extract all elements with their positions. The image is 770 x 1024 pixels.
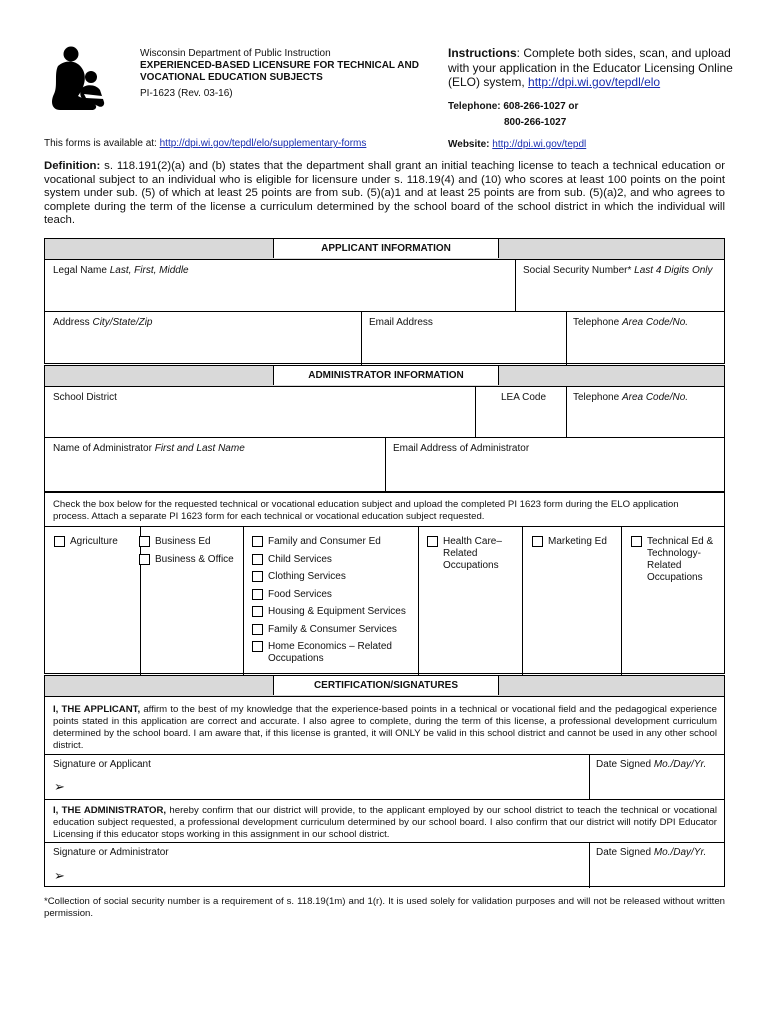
subject-instructions: Check the box below for the requested technical or vocational education subject and upload the completed PI 1623 form during the ELO application process. Attach a separate PI 1623 form for each technical or vocational education subject requested.	[53, 499, 679, 522]
business-ed-checkbox[interactable]	[139, 536, 150, 547]
marketing-ed-label: Marketing Ed	[548, 536, 607, 547]
subject-marketing-ed[interactable]	[532, 536, 607, 554]
applicant-signature-field[interactable]	[53, 759, 151, 771]
administrator-section	[44, 365, 725, 492]
child-services-checkbox[interactable]	[252, 554, 263, 565]
housing-equipment-label: Housing & Equipment Services	[268, 606, 406, 617]
tech-ed-label-4: Occupations	[647, 572, 703, 583]
food-services-label: Food Services	[268, 588, 332, 600]
agriculture-checkbox[interactable]	[54, 536, 65, 547]
applicant-phone-field[interactable]	[573, 317, 688, 329]
instructions-line1: : Complete both sides, scan, and upload	[516, 46, 731, 60]
elo-link[interactable]: http://dpi.wi.gov/tepdl/elo	[528, 75, 661, 89]
applicant-phone-hint: Area Code/No.	[621, 317, 689, 328]
family-consumer-services-label: Family & Consumer Services	[268, 623, 397, 635]
applicant-section	[44, 238, 725, 364]
ssn-hint: Last 4 Digits Only	[634, 265, 713, 276]
lea-code-label: LEA Code	[501, 392, 547, 403]
tech-ed-label-2: Technology-	[647, 548, 701, 559]
admin-name-hint: First and Last Name	[154, 443, 245, 454]
home-economics-label-2: Occupations	[268, 653, 324, 664]
subject-section	[44, 492, 725, 674]
applicant-section-title: APPLICANT INFORMATION	[273, 239, 499, 258]
food-services-checkbox[interactable]	[252, 589, 263, 600]
business-ed-label: Business Ed	[155, 536, 211, 547]
administrator-signature-label: Signature or Administrator	[53, 847, 169, 858]
administrator-date-field[interactable]	[596, 847, 706, 859]
subject-business-group	[139, 536, 234, 571]
instructions-line2: with your application in the Educator Licensing Online	[448, 60, 733, 75]
definition-text: s. 118.191(2)(a) and (b) states that the department shall grant an initial teaching license to teach a technical education or vocational subject to an individual who is eligible for licensure under s. 118.19(4) and (10) who scores at least 100 points on the point system under sub. (5) of which at least 25 points are from sub. (5)(a)1 and at least 25 points are from sub. (5)(a)2, and who agrees to complete during the term of the license a curriculum determined by the school board of the school district in which the individual will teach.	[44, 160, 725, 226]
administrator-affirmation-lead: I, THE ADMINISTRATOR,	[53, 805, 167, 816]
admin-phone-label: Telephone	[573, 392, 620, 403]
dpi-logo	[44, 44, 116, 116]
health-care-label-3: Occupations	[443, 560, 499, 571]
subject-family-consumer-ed[interactable]	[252, 536, 406, 548]
certification-section	[44, 675, 725, 887]
admin-email-label: Email Address of Administrator	[393, 443, 530, 454]
telephone-label: Telephone:	[448, 101, 501, 112]
applicant-affirmation-text: affirm to the best of my knowledge that the experience-based points in a technical or vocational field and the pedagogical experience points stated in this application are correct and accurate. I also agree to complete, during the term of this license, a professional development curriculum determined by the school board. I am aware that, if this license is granted, it will ONLY be valid in this school district and cannot be used in any other school district.	[53, 704, 717, 751]
subject-food-services[interactable]	[252, 589, 406, 601]
applicant-signature-label: Signature or Applicant	[53, 759, 151, 770]
admin-name-field[interactable]	[53, 443, 245, 455]
applicant-date-field[interactable]	[596, 759, 706, 771]
school-district-label: School District	[53, 392, 117, 403]
ssn-footnote: *Collection of social security number is a requirement of s. 118.19(1m) and 1(r). It is used solely for validation purposes and will not be released without written permission.	[44, 896, 725, 919]
email-label: Email Address	[369, 317, 433, 328]
admin-name-label: Name of Administrator	[53, 443, 152, 454]
arrow-bullet-icon: ➢	[54, 779, 65, 794]
availability-prefix: This forms is available at:	[44, 138, 160, 149]
subject-health-care[interactable]	[427, 536, 502, 578]
school-district-field[interactable]	[53, 392, 117, 404]
address-hint: City/State/Zip	[92, 317, 153, 328]
ssn-label: Social Security Number*	[523, 265, 632, 276]
administrator-date-label: Date Signed	[596, 847, 652, 858]
legal-name-hint: Last, First, Middle	[109, 265, 189, 276]
business-office-label: Business & Office	[155, 553, 234, 565]
tech-ed-label-3: Related	[647, 560, 682, 571]
lea-code-field[interactable]	[501, 392, 546, 404]
email-field[interactable]	[369, 317, 433, 329]
applicant-date-label: Date Signed	[596, 759, 652, 770]
health-care-label-2: Related	[443, 548, 478, 559]
subject-housing-equipment[interactable]	[252, 606, 406, 618]
marketing-ed-checkbox[interactable]	[532, 536, 543, 547]
legal-name-field[interactable]	[53, 265, 189, 277]
home-economics-checkbox[interactable]	[252, 641, 263, 652]
address-field[interactable]	[53, 317, 153, 329]
health-care-checkbox[interactable]	[427, 536, 438, 547]
subject-family-consumer-services[interactable]	[252, 624, 406, 636]
form-title-line2: VOCATIONAL EDUCATION SUBJECTS	[140, 72, 323, 84]
administrator-affirmation-text: hereby confirm that our district will provide, to the applicant employed by our school district to teach the technical or vocational education subject requested, a professional development curriculum determined by our school board. I also confirm that our district will notify DPI Educator Licensing if this educator stops working in this assignment in our school district.	[53, 805, 717, 840]
agriculture-label: Agriculture	[70, 536, 118, 547]
instructions-label: Instructions	[448, 46, 517, 60]
website-block	[448, 139, 586, 151]
applicant-affirmation	[53, 704, 717, 752]
home-economics-label-1: Home Economics – Related	[268, 641, 392, 652]
applicant-date-hint: Mo./Day/Yr.	[653, 759, 707, 770]
legal-name-label: Legal Name	[53, 265, 107, 276]
technical-ed-checkbox[interactable]	[631, 536, 642, 547]
clothing-services-checkbox[interactable]	[252, 571, 263, 582]
child-services-label: Child Services	[268, 553, 332, 565]
agency-name: Wisconsin Department of Public Instruction	[140, 48, 331, 59]
subject-clothing-services[interactable]	[252, 571, 406, 583]
applicant-affirmation-lead: I, THE APPLICANT,	[53, 704, 141, 715]
admin-phone-hint: Area Code/No.	[621, 392, 689, 403]
website-link[interactable]: http://dpi.wi.gov/tepdl	[492, 139, 587, 150]
administrator-section-title: ADMINISTRATOR INFORMATION	[273, 366, 499, 385]
family-consumer-ed-label: Family and Consumer Ed	[268, 536, 381, 547]
instructions-block	[448, 46, 733, 90]
administrator-affirmation	[53, 805, 717, 841]
health-care-label-1: Health Care–	[443, 536, 502, 547]
admin-phone-field[interactable]	[573, 392, 688, 404]
telephone-2: 800-266-1027	[504, 117, 567, 128]
subject-technical-ed[interactable]	[631, 536, 713, 590]
subject-agriculture[interactable]	[54, 536, 118, 554]
form-number: PI-1623 (Rev. 03-16)	[140, 87, 233, 99]
admin-email-field[interactable]	[393, 443, 529, 455]
website-label: Website:	[448, 139, 490, 150]
definition-paragraph	[44, 160, 725, 228]
administrator-signature-field[interactable]	[53, 847, 169, 859]
definition-label: Definition:	[44, 160, 101, 172]
instructions-line3: (ELO) system,	[448, 75, 529, 89]
telephone-1: 608-266-1027 or	[503, 101, 579, 112]
arrow-bullet-icon: ➢	[54, 868, 65, 883]
applicant-phone-label: Telephone	[573, 317, 620, 328]
availability-line	[44, 138, 366, 150]
family-consumer-ed-checkbox[interactable]	[252, 536, 263, 547]
administrator-date-hint: Mo./Day/Yr.	[653, 847, 707, 858]
business-office-checkbox[interactable]	[139, 554, 150, 565]
subject-business-office[interactable]	[139, 554, 234, 566]
subject-family-group	[252, 536, 406, 671]
housing-equipment-checkbox[interactable]	[252, 606, 263, 617]
subject-child-services[interactable]	[252, 554, 406, 566]
address-label: Address	[53, 317, 90, 328]
family-consumer-services-checkbox[interactable]	[252, 624, 263, 635]
subject-home-economics[interactable]	[252, 641, 406, 665]
subject-business-ed[interactable]	[139, 536, 234, 548]
ssn-field[interactable]	[523, 265, 713, 277]
clothing-services-label: Clothing Services	[268, 571, 346, 582]
telephone-block	[448, 101, 578, 113]
availability-link[interactable]: http://dpi.wi.gov/tepdl/elo/supplementary-forms	[159, 138, 367, 149]
form-title-line1: EXPERIENCED-BASED LICENSURE FOR TECHNICAL AND	[140, 60, 419, 72]
certification-section-title: CERTIFICATION/SIGNATURES	[273, 676, 499, 695]
tech-ed-label-1: Technical Ed &	[647, 536, 714, 547]
